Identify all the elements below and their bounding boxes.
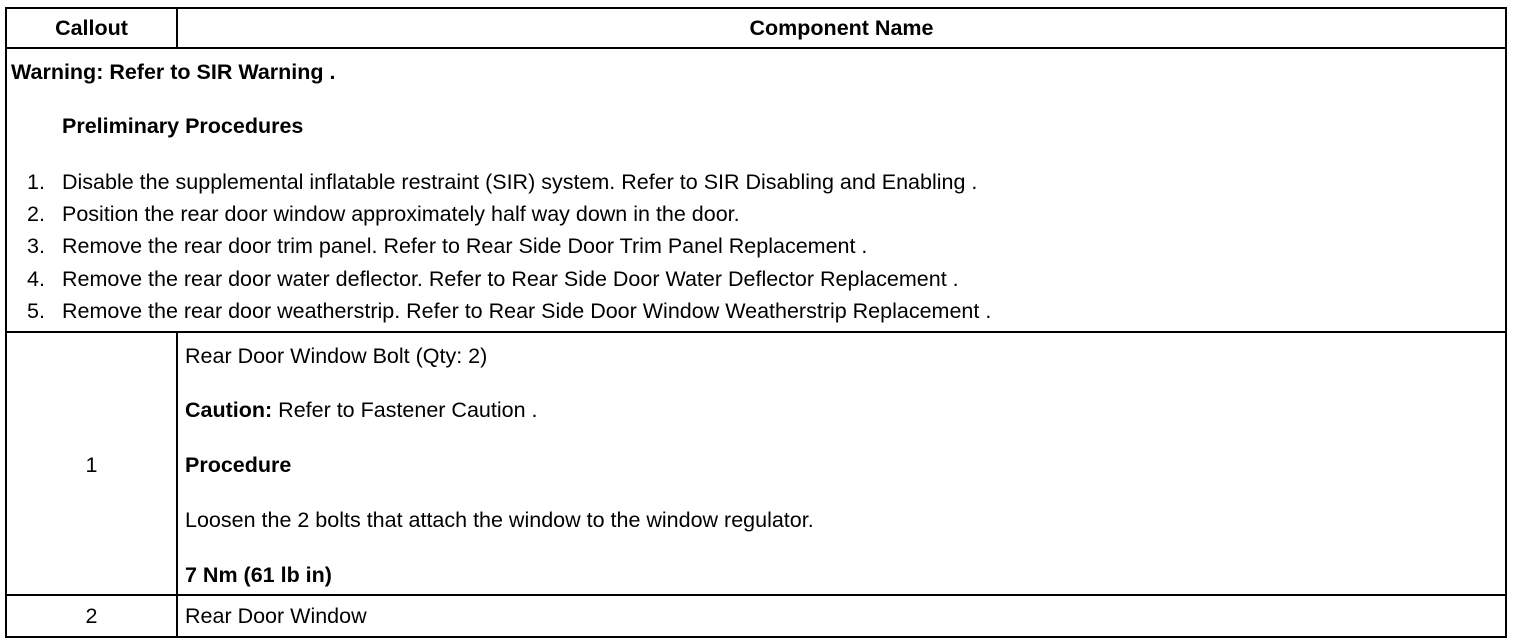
row-2-component-name: Rear Door Window [185, 604, 367, 628]
warning-text: Warning: Refer to SIR Warning . [11, 60, 336, 84]
step-text: Remove the rear door weatherstrip. Refer to Rear Side Door Window Weatherstrip Replacement . [62, 299, 992, 323]
step-text: Position the rear door window approximately half way down in the door. [62, 202, 740, 226]
preliminary-heading: Preliminary Procedures [62, 114, 304, 138]
step-number: 2. [27, 202, 45, 226]
step-text: Disable the supplemental inflatable restraint (SIR) system. Refer to SIR Disabling and Enabling . [62, 170, 978, 194]
step-number: 3. [27, 234, 45, 258]
header-callout: Callout [55, 16, 128, 40]
header-divider [7, 47, 1505, 49]
column-divider [176, 331, 178, 636]
step-text: Remove the rear door water deflector. Refer to Rear Side Door Water Deflector Replacement . [62, 267, 959, 291]
procedure-heading: Procedure [185, 453, 292, 477]
row-2-callout: 2 [85, 604, 98, 628]
row-divider [7, 594, 1505, 596]
torque-spec: 7 Nm (61 lb in) [185, 563, 332, 587]
step-number: 4. [27, 267, 45, 291]
procedure-text: Loosen the 2 bolts that attach the window to the window regulator. [185, 508, 814, 532]
header-component-name: Component Name [749, 16, 934, 40]
row-1-component-name: Rear Door Window Bolt (Qty: 2) [185, 344, 488, 368]
caution-label: Caution: [185, 398, 273, 422]
step-number: 5. [27, 299, 45, 323]
caution-line [185, 397, 537, 423]
caution-text: Refer to Fastener Caution . [272, 398, 538, 422]
step-text: Remove the rear door trim panel. Refer to Rear Side Door Trim Panel Replacement . [62, 234, 868, 258]
preliminary-divider [7, 331, 1505, 333]
step-number: 1. [27, 170, 45, 194]
row-1-callout: 1 [85, 453, 98, 477]
